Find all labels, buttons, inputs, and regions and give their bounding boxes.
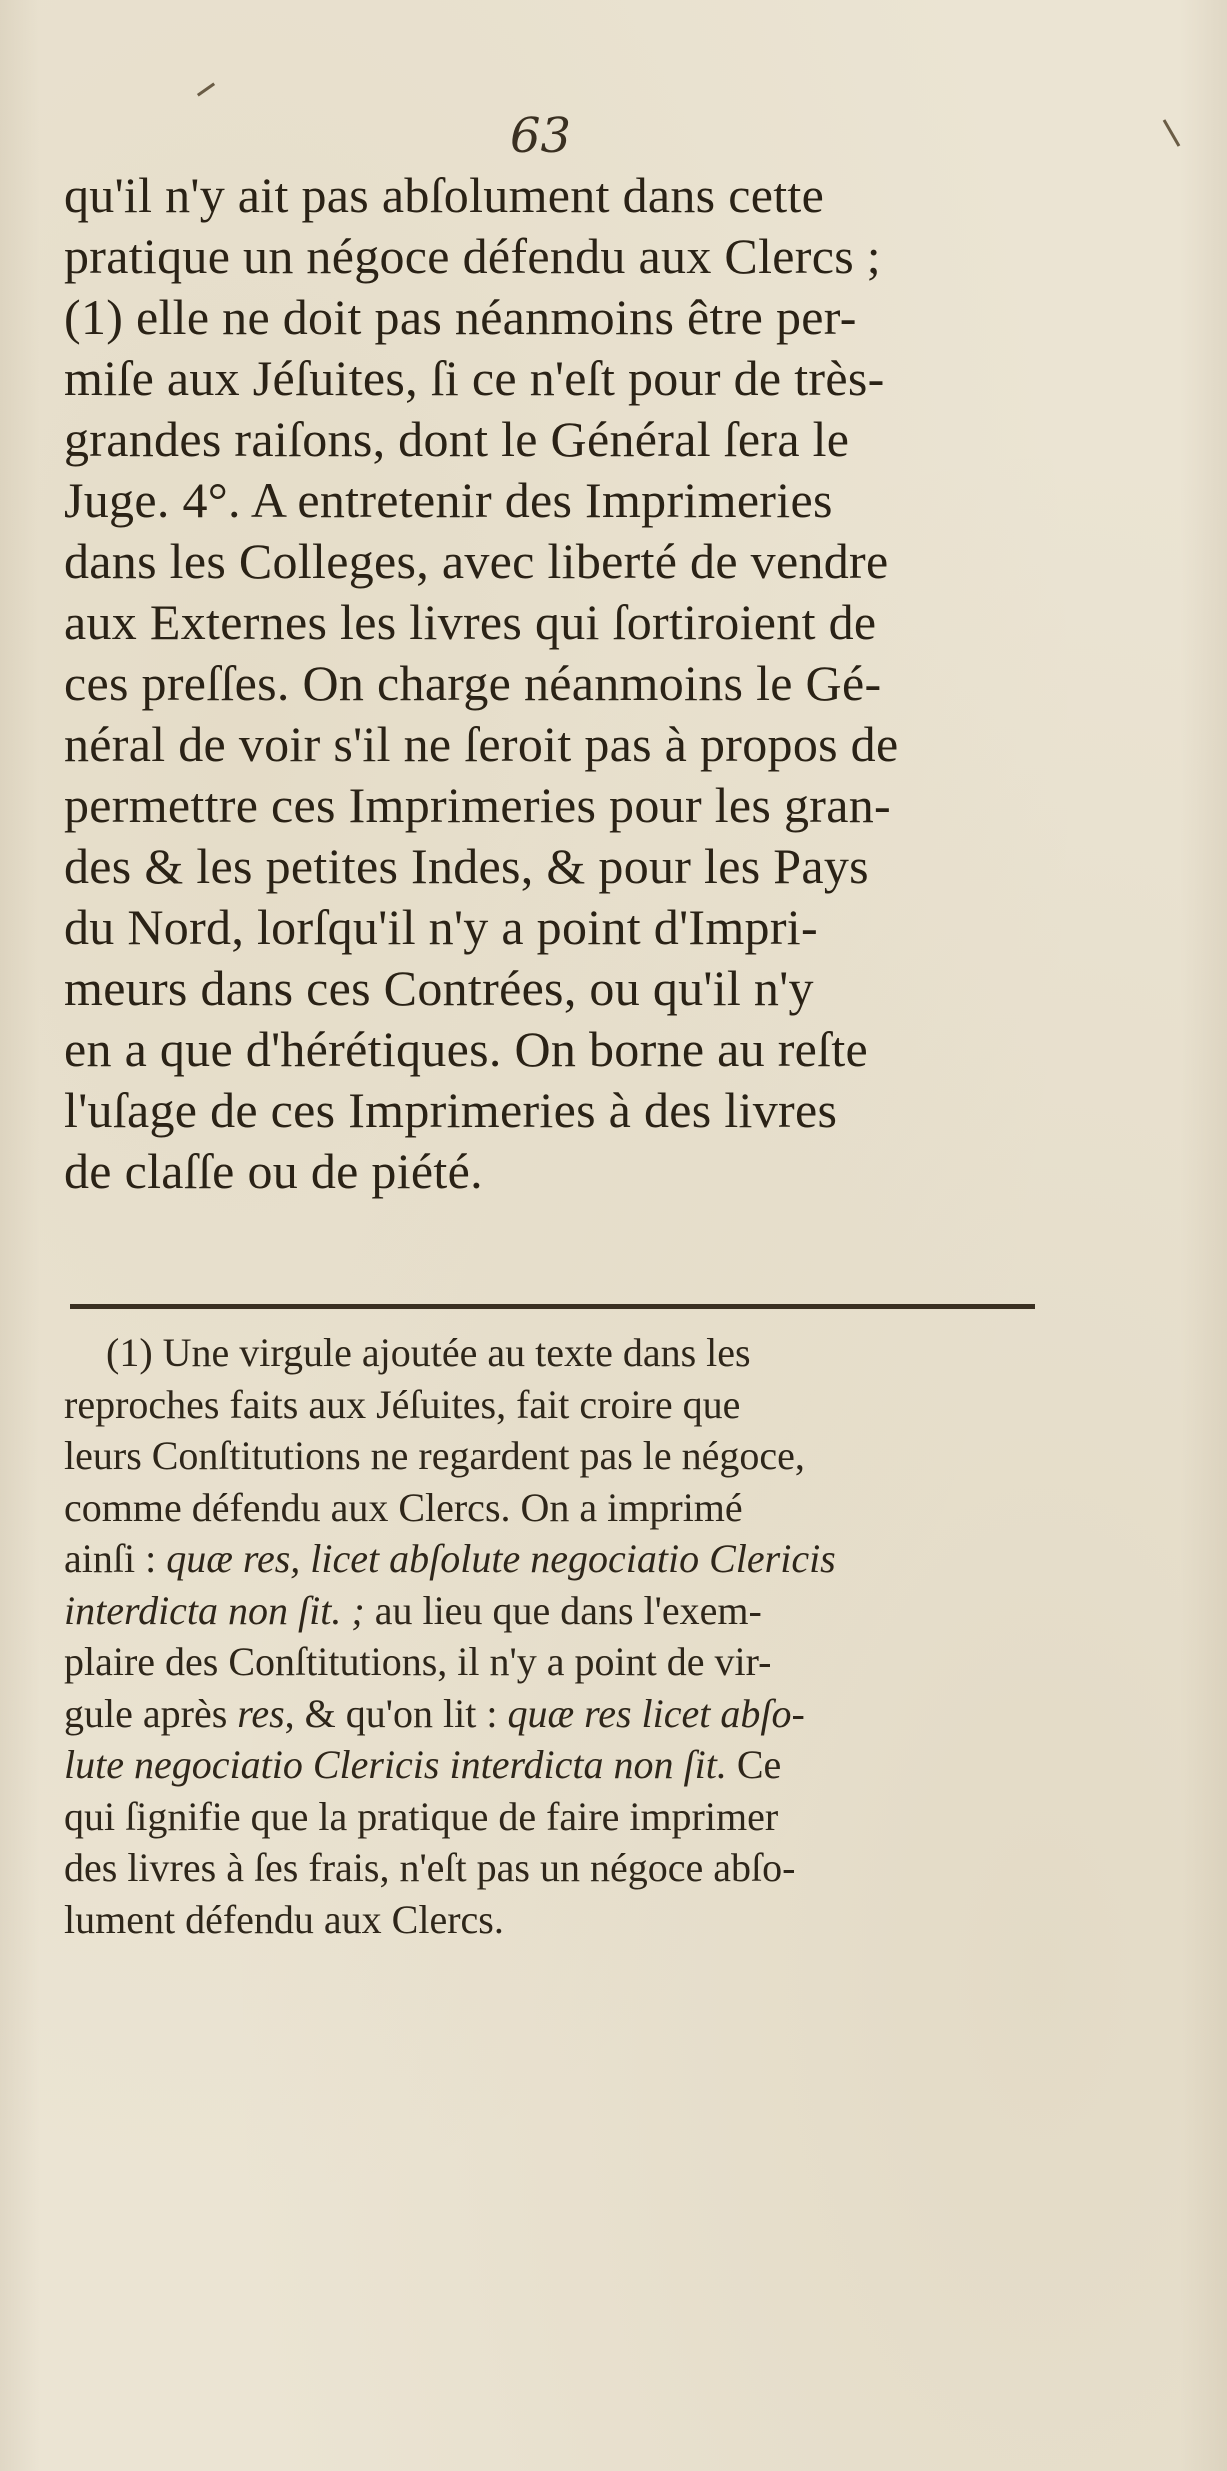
page-number: 63: [510, 108, 572, 164]
text-line: de claſſe ou de piété.: [64, 1143, 483, 1199]
latin-quote: lute negociatio Clericis interdicta non ſit.: [64, 1742, 727, 1787]
footnote-text: plaire des Conſtitutions, il n'y a point de vir-: [64, 1639, 772, 1684]
footnote-line: [64, 1688, 1074, 1740]
footnote-line: [64, 1739, 1074, 1791]
footnote-line: [64, 1430, 1074, 1482]
footnote-line: [64, 1842, 1074, 1894]
ink-mark: [197, 83, 215, 97]
text-line: néral de voir s'il ne ſeroit pas à propos de: [64, 716, 899, 772]
text-line: aux Externes les livres qui ſortiroient de: [64, 594, 877, 650]
text-line: miſe aux Jéſuites, ſi ce n'eſt pour de très-: [64, 350, 885, 406]
text-line: Juge. 4°. A entretenir des Imprimeries: [64, 472, 833, 528]
latin-word: res: [237, 1690, 285, 1736]
footnote-divider: [70, 1304, 1035, 1309]
latin-quote: quæ res, licet abſolute negociatio Clericis: [166, 1536, 836, 1581]
text-line: des & les petites Indes, & pour les Pays: [64, 838, 869, 894]
text-line: ces preſſes. On charge néanmoins le Gé-: [64, 655, 882, 711]
footnote-text: gule après: [64, 1690, 238, 1736]
text-line: dans les Colleges, avec liberté de vendre: [64, 533, 889, 589]
text-line: grandes raiſons, dont le Général ſera le: [64, 411, 850, 467]
footnote-text: qui ſignifie que la pratique de faire imprimer: [64, 1793, 779, 1839]
footnote-text: des livres à ſes frais, n'eſt pas un négoce abſo-: [64, 1845, 796, 1890]
footnote-line: [64, 1894, 1074, 1946]
text-line: meurs dans ces Contrées, ou qu'il n'y: [64, 960, 814, 1016]
text-line: pratique un négoce défendu aux Clercs ;: [64, 228, 881, 284]
footnote-text: au lieu que dans l'exem-: [364, 1587, 762, 1633]
main-text: [64, 165, 1074, 1202]
latin-quote: quæ res licet abſo-: [507, 1690, 805, 1736]
footnote-line: [64, 1585, 1074, 1637]
footnote-text: Ce: [726, 1742, 782, 1787]
footnote-text: lument défendu aux Clercs.: [64, 1896, 504, 1942]
latin-quote: interdicta non ſit. ;: [64, 1587, 365, 1633]
footnote-text: ainſi :: [64, 1536, 167, 1581]
footnote: [64, 1327, 1074, 1945]
footnote-line: [64, 1791, 1074, 1843]
footnote-line: [64, 1533, 1074, 1585]
footnote-line: [64, 1327, 1074, 1379]
text-line: permettre ces Imprimeries pour les gran-: [64, 777, 891, 833]
text-line: du Nord, lorſqu'il n'y a point d'Impri-: [64, 899, 818, 955]
footnote-text: reproches faits aux Jéſuites, fait croire que: [64, 1381, 741, 1427]
footnote-text: leurs Conſtitutions ne regardent pas le négoce,: [64, 1433, 805, 1478]
text-line: l'uſage de ces Imprimeries à des livres: [64, 1082, 838, 1138]
text-line: qu'il n'y ait pas abſolument dans cette: [64, 167, 825, 223]
footnote-line: [64, 1482, 1074, 1534]
footnote-line: [64, 1379, 1074, 1431]
text-line: en a que d'hérétiques. On borne au reſte: [64, 1021, 869, 1077]
footnote-line: [64, 1636, 1074, 1688]
footnote-text: (1) Une virgule ajoutée au texte dans les: [106, 1330, 751, 1375]
footnote-text: comme défendu aux Clercs. On a imprimé: [64, 1484, 743, 1530]
text-line: (1) elle ne doit pas néanmoins être per-: [64, 289, 857, 345]
footnote-text: , & qu'on lit :: [284, 1690, 508, 1736]
ink-mark: [1163, 119, 1181, 146]
